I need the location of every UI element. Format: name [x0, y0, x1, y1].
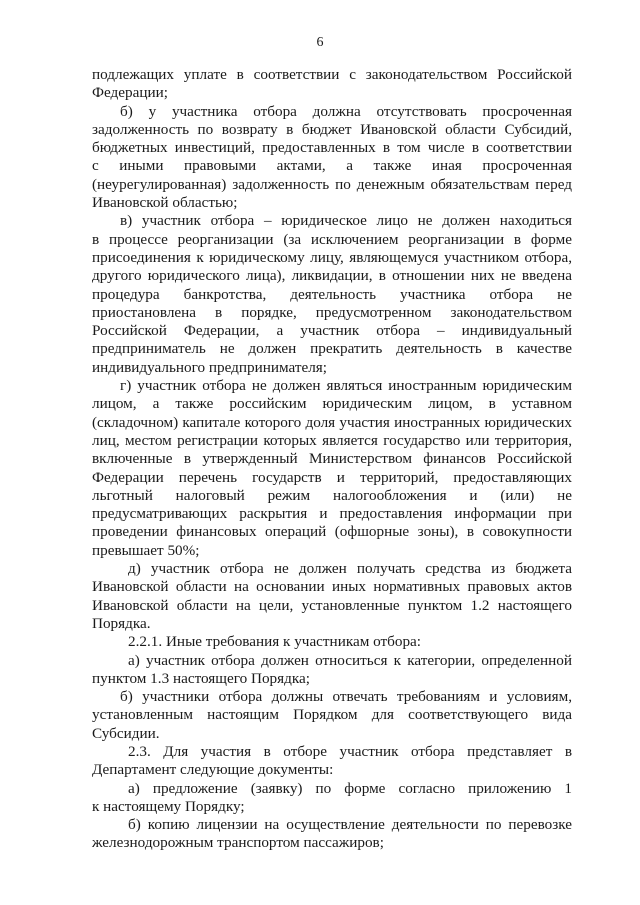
text-line: льготный налоговый режим налогообложения и (или) не — [92, 486, 572, 504]
text-line: превышает 50%; — [92, 541, 200, 559]
text-line: приостановлена в порядке, предусмотренном законодательством — [92, 303, 572, 321]
document-body — [92, 66, 572, 853]
text-line: Субсидии. — [92, 724, 160, 742]
text-line: бюджетных инвестиций, предоставленных в том числе в соответствии — [92, 139, 572, 157]
text-line: с иными правовыми актами, а также иная просроченная — [92, 157, 572, 175]
text-line: б) у участника отбора должна отсутствовать просроченная — [120, 102, 572, 120]
text-line: Ивановской области на цели, установленные пунктом 1.2 настоящего — [92, 596, 572, 614]
text-line: Департамент следующие документы: — [92, 761, 334, 779]
paragraph-2-3-documents — [92, 743, 572, 780]
text-line: а) участник отбора должен относиться к категории, определенной — [128, 651, 572, 669]
paragraph-item-v-reorganization — [92, 212, 572, 377]
text-line: подлежащих уплате в соответствии с законодательством Российской — [92, 66, 572, 83]
text-line: предусматривающих раскрытия и предоставления информации при — [92, 505, 572, 523]
text-line: процедура банкротства, деятельность участника отбора не — [92, 285, 572, 303]
paragraph-taxes-continuation — [92, 66, 572, 103]
text-line: Ивановской области на основании иных нормативных правовых актов — [92, 578, 572, 596]
paragraph-2-3-item-b — [92, 816, 572, 853]
text-line: Федерации перечень государств и территорий, предоставляющих — [92, 468, 572, 486]
text-line: установленным настоящим Порядком для соответствующего вида — [92, 706, 572, 724]
text-line: в) участник отбора – юридическое лицо не должен находиться — [120, 212, 572, 230]
text-line: Ивановской областью; — [92, 194, 238, 212]
paragraph-2-2-1-item-a — [92, 652, 572, 689]
text-line: 2.2.1. Иные требования к участникам отбора: — [128, 633, 422, 651]
paragraph-item-g-foreign — [92, 377, 572, 560]
paragraph-2-2-1-heading — [92, 633, 572, 651]
text-line: лицом, а также российским юридическим лицом, в уставном — [92, 395, 572, 413]
page-number: 6 — [316, 35, 324, 50]
text-line: присоединения к юридическому лицу, являющемуся участником отбора, — [92, 248, 572, 266]
text-line: лиц, местом регистрации которых является государство или территория, — [92, 431, 572, 449]
text-line: в процессе реорганизации (за исключением реорганизации в форме — [92, 230, 572, 248]
text-line: б) копию лицензии на осуществление деятельности по перевозке — [128, 816, 572, 834]
text-line: предприниматель не должен прекратить деятельность в качестве — [92, 340, 572, 358]
text-line: пунктом 1.3 настоящего Порядка; — [92, 669, 310, 687]
paragraph-2-3-item-a — [92, 780, 572, 817]
text-line: Федерации; — [92, 84, 168, 102]
text-line: а) предложение (заявку) по форме согласно приложению 1 — [128, 779, 572, 797]
text-line: 2.3. Для участия в отборе участник отбора представляет в — [128, 742, 572, 760]
text-line: Порядка. — [92, 614, 151, 632]
text-line: проведении финансовых операций (офшорные зоны), в совокупности — [92, 523, 572, 541]
paragraph-item-d-budget-funds — [92, 560, 572, 633]
text-line: Российской Федерации, а участник отбора – индивидуальный — [92, 322, 572, 340]
paragraph-item-b-debt — [92, 103, 572, 213]
text-line: д) участник отбора не должен получать средства из бюджета — [128, 560, 572, 578]
text-line: железнодорожным транспортом пассажиров; — [92, 834, 384, 852]
text-line: индивидуального предпринимателя; — [92, 358, 327, 376]
text-line: к настоящему Порядку; — [92, 797, 245, 815]
text-line: г) участник отбора не должен являться иностранным юридическим — [120, 377, 572, 395]
text-line: включенные в утвержденный Министерством финансов Российской — [92, 450, 572, 468]
paragraph-2-2-1-item-b — [92, 688, 572, 743]
text-line: б) участники отбора должны отвечать требованиям и условиям, — [120, 688, 572, 706]
text-line: (складочном) капитале которого доля участия иностранных юридических — [92, 413, 572, 431]
text-line: задолженность по возврату в бюджет Ивановской области Субсидий, — [92, 120, 572, 138]
text-line: другого юридического лица), ликвидации, в отношении них не введена — [92, 267, 572, 285]
text-line: (неурегулированная) задолженность по денежным обязательствам перед — [92, 175, 572, 193]
